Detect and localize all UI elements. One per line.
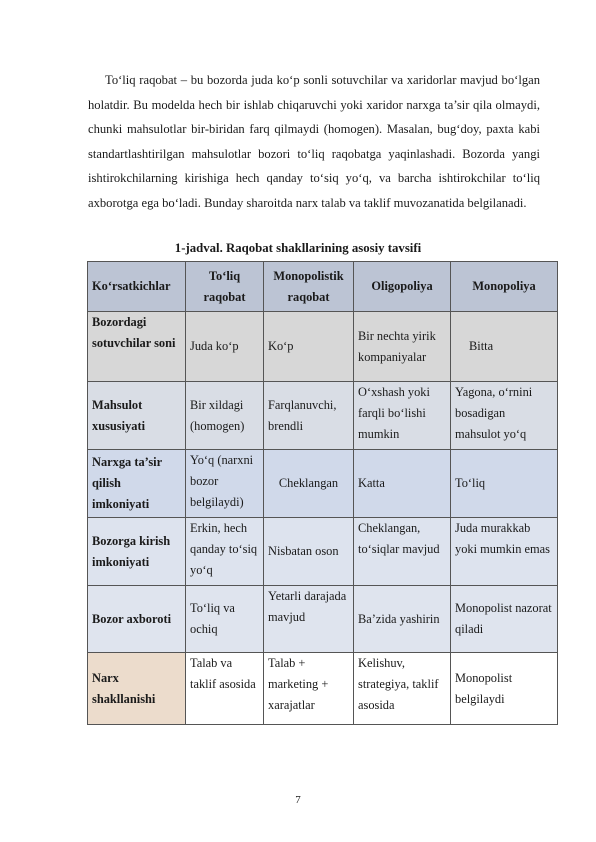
header-monopoly: Monopoliya bbox=[451, 262, 558, 312]
table-cell: Monopolist nazorat qiladi bbox=[451, 586, 558, 653]
header-perfect-competition: To‘liq raqobat bbox=[186, 262, 264, 312]
table-row bbox=[88, 450, 558, 518]
competition-forms-table bbox=[87, 261, 558, 725]
table-cell: Yetarli darajada mavjud bbox=[264, 586, 354, 653]
table-cell: Nisbatan oson bbox=[264, 518, 354, 586]
table-cell: Juda murakkab yoki mumkin emas bbox=[451, 518, 558, 586]
table-cell: Cheklangan bbox=[264, 450, 354, 518]
body-paragraph: To‘liq raqobat – bu bozorda juda ko‘p sonli sotuvchilar va xaridorlar mavjud bo‘lgan holatdir. Bu modelda hech bir ishlab chiqaruvchi yoki xaridor narxga ta’sir qila olmaydi, chunki mahsulotlar bir-biridan farq qilmaydi (homogen). Masalan, bug‘doy, paxta kabi standartlashtirilgan mahsulotlar bozori to‘liq raqobatga yaqinlashadi. Bozorda yangi ishtirokchilarning kirishiga hech qanday to‘siq yo‘q, va barcha ishtirokchilar to‘liq axborotga ega bo‘ladi. Bunday sharoitda narx talab va taklif muvozanatida belgilanadi. bbox=[88, 73, 540, 210]
table-cell: Kelishuv, strategiya, taklif asosida bbox=[354, 653, 451, 725]
header-monopolistic-competition: Monopolistik raqobat bbox=[264, 262, 354, 312]
table-cell: To‘liq va ochiq bbox=[186, 586, 264, 653]
table-cell: Katta bbox=[354, 450, 451, 518]
header-indicators: Ko‘rsatkichlar bbox=[88, 262, 186, 312]
table-caption: 1-jadval. Raqobat shakllarining asosiy tavsifi bbox=[174, 241, 422, 255]
table-row bbox=[88, 518, 558, 586]
row-label: Bozordagi sotuvchilar soni bbox=[88, 312, 186, 382]
table-cell: Yagona, o‘rnini bosadigan mahsulot yo‘q bbox=[451, 382, 558, 450]
table-row bbox=[88, 586, 558, 653]
row-label: Narx shakllanishi bbox=[88, 653, 186, 725]
table-cell: Bitta bbox=[451, 312, 558, 382]
row-label: Mahsulot xususiyati bbox=[88, 382, 186, 450]
row-label: Bozor axboroti bbox=[88, 586, 186, 653]
table-cell: Farqlanuvchi, brendli bbox=[264, 382, 354, 450]
table-cell: O‘xshash yoki farqli bo‘lishi mumkin bbox=[354, 382, 451, 450]
table-cell: Bir xildagi (homogen) bbox=[186, 382, 264, 450]
table-cell: Talab va taklif asosida bbox=[186, 653, 264, 725]
header-oligopoly: Oligopoliya bbox=[354, 262, 451, 312]
table-row bbox=[88, 653, 558, 725]
table-cell: Ko‘p bbox=[264, 312, 354, 382]
row-label: Narxga ta’sir qilish imkoniyati bbox=[88, 450, 186, 518]
table-cell: Monopolist belgilaydi bbox=[451, 653, 558, 725]
table-cell: To‘liq bbox=[451, 450, 558, 518]
row-label: Bozorga kirish imkoniyati bbox=[88, 518, 186, 586]
table-cell: Bir nechta yirik kompaniyalar bbox=[354, 312, 451, 382]
table-cell: Erkin, hech qanday to‘siq yo‘q bbox=[186, 518, 264, 586]
table-cell: Yo‘q (narxni bozor belgilaydi) bbox=[186, 450, 264, 518]
table-cell: Juda ko‘p bbox=[186, 312, 264, 382]
page-number: 7 bbox=[295, 794, 301, 806]
table-row bbox=[88, 312, 558, 382]
table-header-row bbox=[88, 262, 558, 312]
table-cell: Cheklangan, to‘siqlar mavjud bbox=[354, 518, 451, 586]
table-cell: Talab + marketing + xarajatlar bbox=[264, 653, 354, 725]
table-row bbox=[88, 382, 558, 450]
table-cell: Ba’zida yashirin bbox=[354, 586, 451, 653]
